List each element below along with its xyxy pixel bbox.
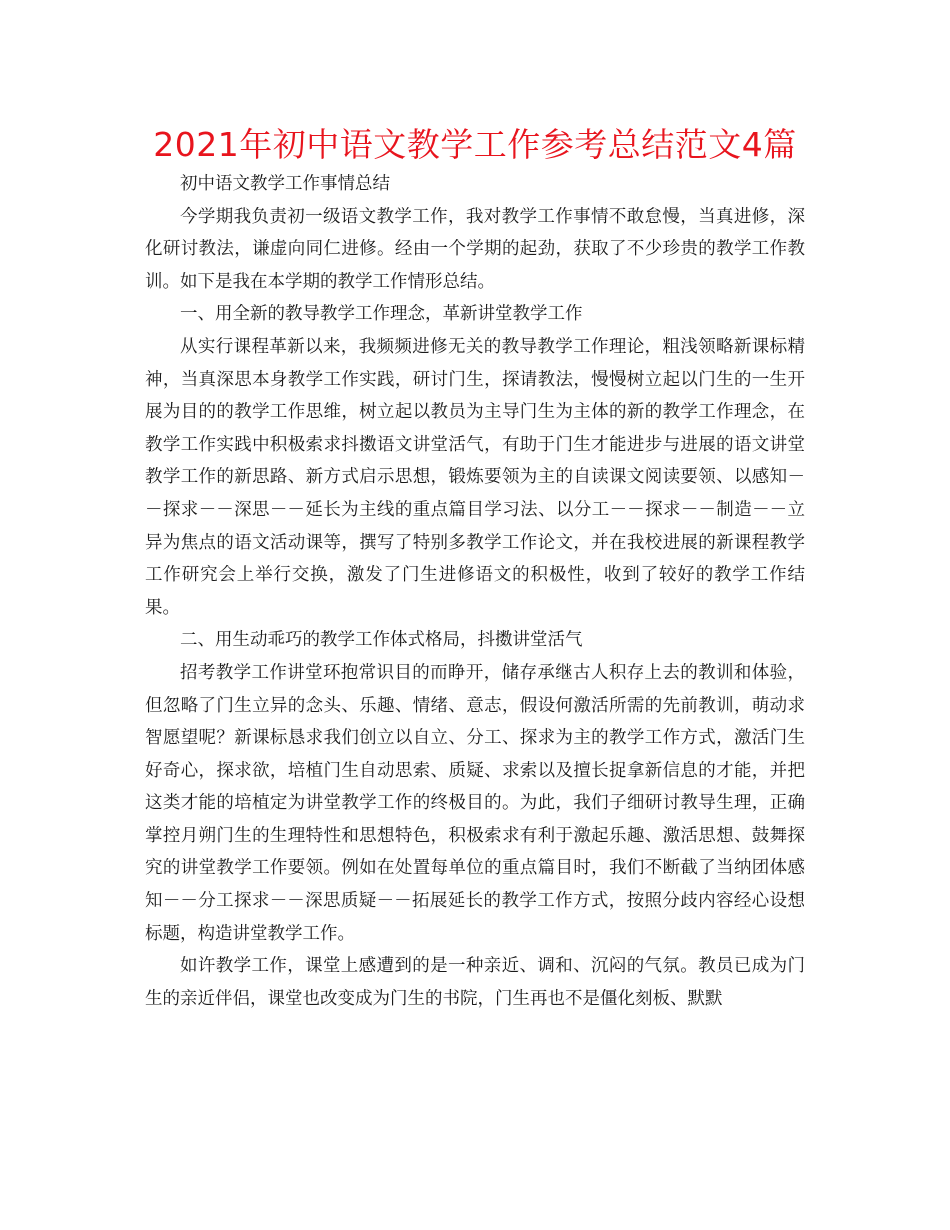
section-heading: 初中语文教学工作事情总结 — [180, 174, 390, 194]
document-title: 2021年初中语文教学工作参考总结范文4篇 — [153, 125, 797, 164]
document-body — [145, 168, 805, 1015]
body-paragraph: 今学期我负责初一级语文教学工作，我对教学工作事情不敢怠慢，当真进修，深化研讨教法，谦虚向同仁进修。经由一个学期的起劲，获取了不少珍贵的教学工作教训。如下是我在本学期的教学工作情形总结。 — [145, 206, 805, 292]
section-heading: 一、用全新的教导教学工作理念，革新讲堂教学工作 — [180, 304, 583, 325]
body-paragraph: 如许教学工作，课堂上感遭到的是一种亲近、调和、沉闷的气氛。教员已成为门生的亲近伴侣，课堂也改变成为门生的书院，门生再也不是僵化刻板、默默 — [145, 956, 805, 1009]
body-paragraph: 招考教学工作讲堂环抱常识目的而睁开，储存承继古人积存上去的教训和体验，但忽略了门生立异的念头、乐趣、情绪、意志，假设何激活所需的先前教训，萌动求智愿望呢？新课标恳求我们创立以自立、分工、探求为主的教学工作方式，激活门生好奇心，探求欲，培植门生自动思索、质疑、求索以及擅长捉拿新信息的才能，并把这类才能的培植定为讲堂教学工作的终极目的。为此，我们子细研讨教导生理，正确掌控月朔门生的生理特性和思想特色，积极索求有利于激起乐趣、激活思想、鼓舞探究的讲堂教学工作要领。例如在处置每单位的重点篇目时，我们不断截了当纳团体感知－－分工探求－－深思质疑－－拓展延长的教学工作方式，按照分歧内容经心设想标题，构造讲堂教学工作。 — [145, 662, 805, 944]
body-paragraph: 从实行课程革新以来，我频频进修无关的教导教学工作理论，粗浅领略新课标精神，当真深思本身教学工作实践，研讨门生，探请教法，慢慢树立起以门生的一生开展为目的的教学工作思维，树立起以教员为主导门生为主体的新的教学工作理念，在教学工作实践中积极索求抖擞语文讲堂活气，有助于门生才能进步与进展的语文讲堂教学工作的新思路、新方式启示思想，锻炼要领为主的自读课文阅读要领、以感知－－探求－－深思－－延长为主线的重点篇目学习法、以分工－－探求－－制造－－立异为焦点的语文活动课等，撰写了特别多教学工作论文，并在我校进展的新课程教学工作研究会上举行交换，激发了门生进修语文的积极性，收到了较好的教学工作结果。 — [145, 336, 805, 618]
section-heading: 二、用生动乖巧的教学工作体式格局，抖擞讲堂活气 — [180, 630, 583, 651]
